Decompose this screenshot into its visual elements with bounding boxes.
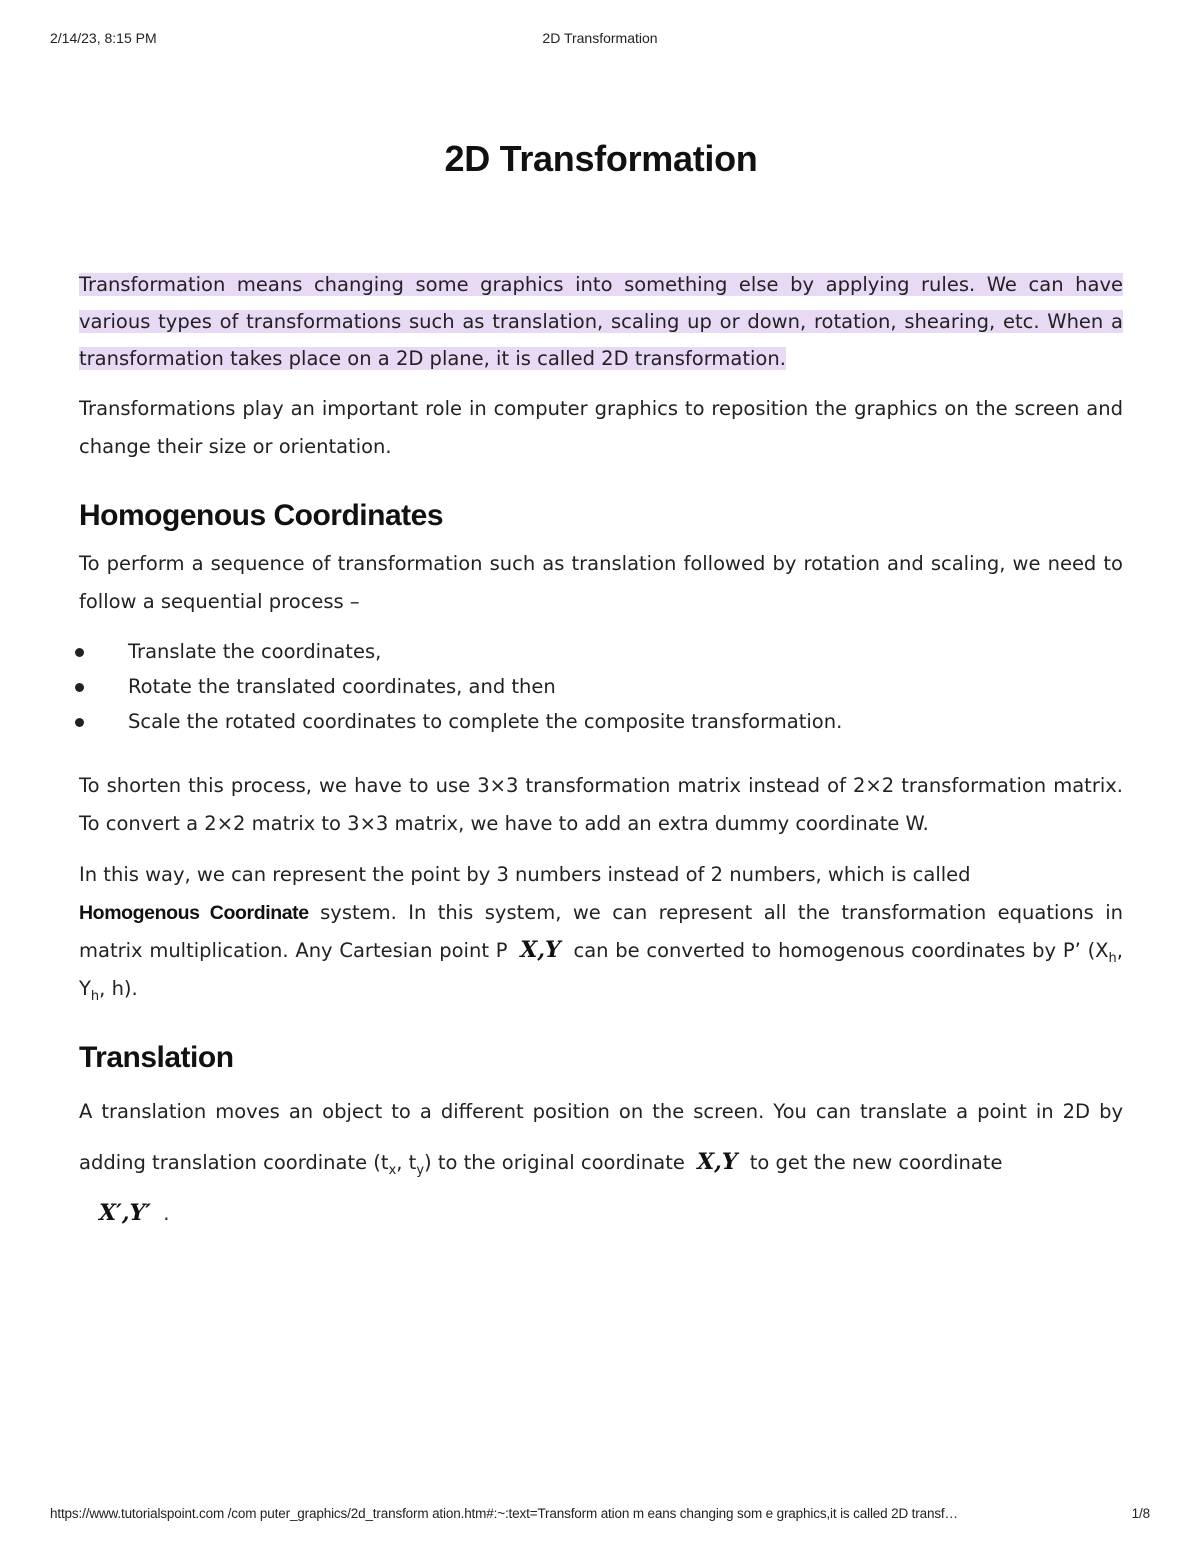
print-doc-title: 2D Transformation	[542, 30, 658, 46]
list-item	[79, 669, 1123, 704]
translation-new-coordinate	[79, 1188, 1123, 1239]
text-run: A translation moves an object to a different position on the screen. You can translate a point in 2D by adding translation coordinate (t	[79, 1100, 1123, 1174]
list-item	[79, 634, 1123, 669]
homogenous-intro-paragraph: To perform a sequence of transformation such as translation followed by rotation and scaling, we need to follow a sequential process –	[79, 552, 1123, 613]
homogenous-coordinate-paragraph	[79, 856, 1123, 1007]
page-title: 2D Transformation	[444, 138, 758, 179]
section-heading-homogenous: Homogenous Coordinates	[79, 499, 444, 532]
subscript: y	[416, 1162, 425, 1178]
text-highlight[interactable]: Transformation means changing some graphics into something else by applying rules. We can have various types of transformations such as translation, scaling up or down, rotation, shearing, etc. When a transformation takes place on a 2D plane, it is called 2D transformation.	[79, 273, 1123, 370]
text-run: to get the new coordinate	[749, 1151, 1003, 1174]
subscript: h	[90, 988, 100, 1004]
steps-list	[79, 634, 1123, 739]
math-point: X,Y	[697, 1149, 738, 1175]
subscript: x	[388, 1162, 397, 1178]
section-heading-translation: Translation	[79, 1041, 234, 1074]
text-run: can be converted to homogenous coordinates by P’ (X	[573, 939, 1109, 962]
print-footer	[50, 1506, 1150, 1526]
list-item	[79, 704, 1123, 739]
print-date: 2/14/23, 8:15 PM	[50, 30, 157, 46]
print-header	[50, 30, 1150, 50]
text-run: system. In this system, we can represent all the transformation equations in matrix multiplication. Any Cartesian point P	[79, 900, 1124, 962]
article-content	[79, 138, 1123, 1239]
bullet-icon	[75, 718, 84, 727]
intro-paragraph: Transformations play an important role in computer graphics to reposition the graphics on the screen and change their size or orientation.	[79, 397, 1123, 458]
list-item-text: Translate the coordinates,	[128, 640, 382, 663]
bold-term: Homogenous Coordinate	[79, 901, 309, 924]
math-point: X,Y	[520, 937, 561, 963]
text-run: .	[163, 1202, 170, 1225]
print-url: https://www.tutorialspoint.com /com puter_graphics/2d_transform ation.htm#:~:text=Transform ation m eans changing som e graphics,it is called 2D transf…	[50, 1506, 958, 1521]
subscript: h	[1108, 950, 1117, 966]
matrix-paragraph: To shorten this process, we have to use 3×3 transformation matrix instead of 2×2 transformation matrix. To convert a 2×2 matrix to 3×3 matrix, we have to add an extra dummy coordinate W.	[79, 774, 1123, 835]
page-number: 1/8	[1131, 1506, 1150, 1521]
text-run: In this way, we can represent the point by 3 numbers instead of 2 numbers, which is called	[79, 863, 971, 886]
list-item-text: Rotate the translated coordinates, and then	[128, 675, 556, 698]
list-item-text: Scale the rotated coordinates to complete the composite transformation.	[128, 710, 843, 733]
bullet-icon	[75, 683, 84, 692]
text-run: , Y	[79, 939, 1123, 1000]
math-point-new: X′,Y′	[99, 1200, 152, 1226]
intro-paragraph-highlighted	[79, 266, 1123, 377]
text-run: ) to the original coordinate	[424, 1151, 685, 1174]
text-run: , h).	[99, 976, 138, 1000]
text-run: , t	[396, 1151, 417, 1174]
bullet-icon	[75, 648, 84, 657]
translation-paragraph	[79, 1087, 1123, 1188]
